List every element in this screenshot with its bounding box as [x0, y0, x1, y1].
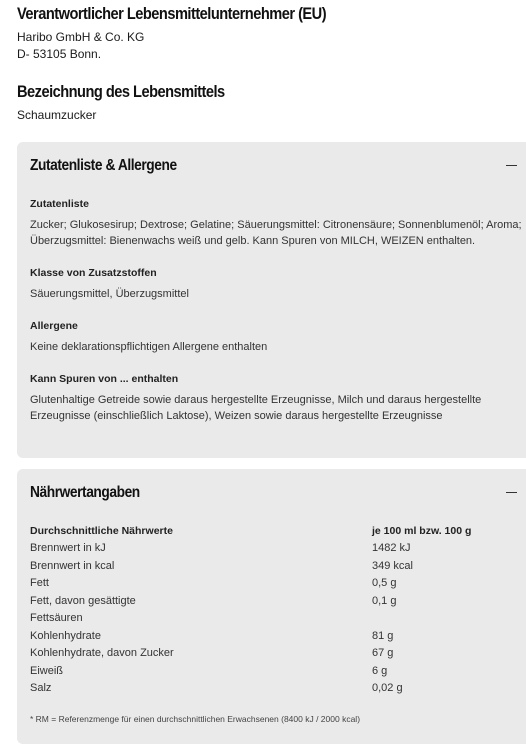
nutrition-header-label: Durchschnittliche Nährwerte	[30, 525, 173, 537]
nutrient-name: Salz	[30, 682, 52, 694]
table-row	[30, 595, 510, 612]
table-row	[30, 577, 510, 594]
nutrition-panel-title: Nährwertangaben	[30, 484, 140, 501]
responsible-heading: Verantwortlicher Lebensmittelunternehmer (EU)	[17, 4, 327, 23]
reference-footnote: * RM = Referenzmenge für einen durchschnittlichen Erwachsenen (8400 kJ / 2000 kcal)	[30, 714, 361, 724]
nutrient-value: 0,1 g	[372, 594, 397, 607]
ingredients-label: Zutatenliste	[30, 198, 89, 210]
table-row	[30, 630, 510, 647]
traces-label: Kann Spuren von ... enthalten	[30, 373, 179, 385]
nutrient-name: Brennwert in kJ	[30, 542, 106, 554]
allergens-label: Allergene	[30, 320, 78, 332]
table-row	[30, 612, 510, 629]
allergens-value: Keine deklarationspflichtigen Allergene enthalten	[30, 341, 268, 353]
table-row	[30, 542, 510, 559]
table-row	[30, 665, 510, 682]
nutrient-value: 0,5 g	[372, 577, 397, 589]
nutrient-value: 67 g	[372, 647, 394, 659]
nutrient-name: Brennwert in kcal	[30, 559, 115, 572]
designation-value: Schaumzucker	[17, 108, 97, 122]
nutrient-name: Kohlenhydrate	[30, 629, 101, 642]
nutrition-table-header	[30, 525, 510, 542]
nutrition-panel	[17, 469, 526, 744]
additive-class-value: Säuerungsmittel, Überzugsmittel	[30, 288, 189, 300]
nutrition-header-unit: je 100 ml bzw. 100 g	[372, 525, 472, 537]
nutrient-value: 0,02 g	[372, 682, 403, 694]
nutrient-value: 81 g	[372, 629, 394, 642]
ingredients-panel-title: Zutatenliste & Allergene	[30, 157, 177, 174]
company-name: Haribo GmbH & Co. KG	[17, 30, 145, 44]
collapse-minus-icon[interactable]	[506, 492, 517, 493]
nutrient-name: Fett	[30, 577, 49, 589]
table-row	[30, 682, 510, 699]
nutrient-name: Eiweiß	[30, 664, 64, 677]
ingredients-line-1: Zucker; Glukosesirup; Dextrose; Gelatine; Säuerungsmittel: Citronensäure; Sonnenblumenöl; Aroma;	[30, 219, 522, 231]
nutrient-name: Kohlenhydrate, davon Zucker	[30, 647, 174, 659]
ingredients-panel	[17, 142, 526, 458]
designation-heading: Bezeichnung des Lebensmittels	[17, 82, 225, 101]
nutrient-value: 1482 kJ	[372, 542, 411, 554]
nutrition-panel-header[interactable]	[17, 469, 526, 517]
nutrient-name: Fettsäuren	[30, 612, 83, 624]
ingredients-line-2: Überzugsmittel: Bienenwachs weiß und gelb. Kann Spuren von MILCH, WEIZEN enthalten.	[30, 235, 476, 247]
company-address: D- 53105 Bonn.	[17, 47, 102, 61]
traces-line-2: Erzeugnisse (einschließlich Laktose), Weizen sowie daraus hergestellte Erzeugnisse	[30, 410, 443, 422]
table-row	[30, 560, 510, 577]
ingredients-panel-header[interactable]	[17, 142, 526, 190]
traces-line-1: Glutenhaltige Getreide sowie daraus hergestellte Erzeugnisse, Milch und daraus hergestellte	[30, 394, 482, 406]
nutrient-name: Fett, davon gesättigte	[30, 594, 136, 607]
additive-class-label: Klasse von Zusatzstoffen	[30, 267, 157, 279]
nutrient-value: 6 g	[372, 664, 388, 677]
collapse-minus-icon[interactable]	[506, 165, 517, 166]
nutrient-value: 349 kcal	[372, 559, 413, 572]
table-row	[30, 647, 510, 664]
